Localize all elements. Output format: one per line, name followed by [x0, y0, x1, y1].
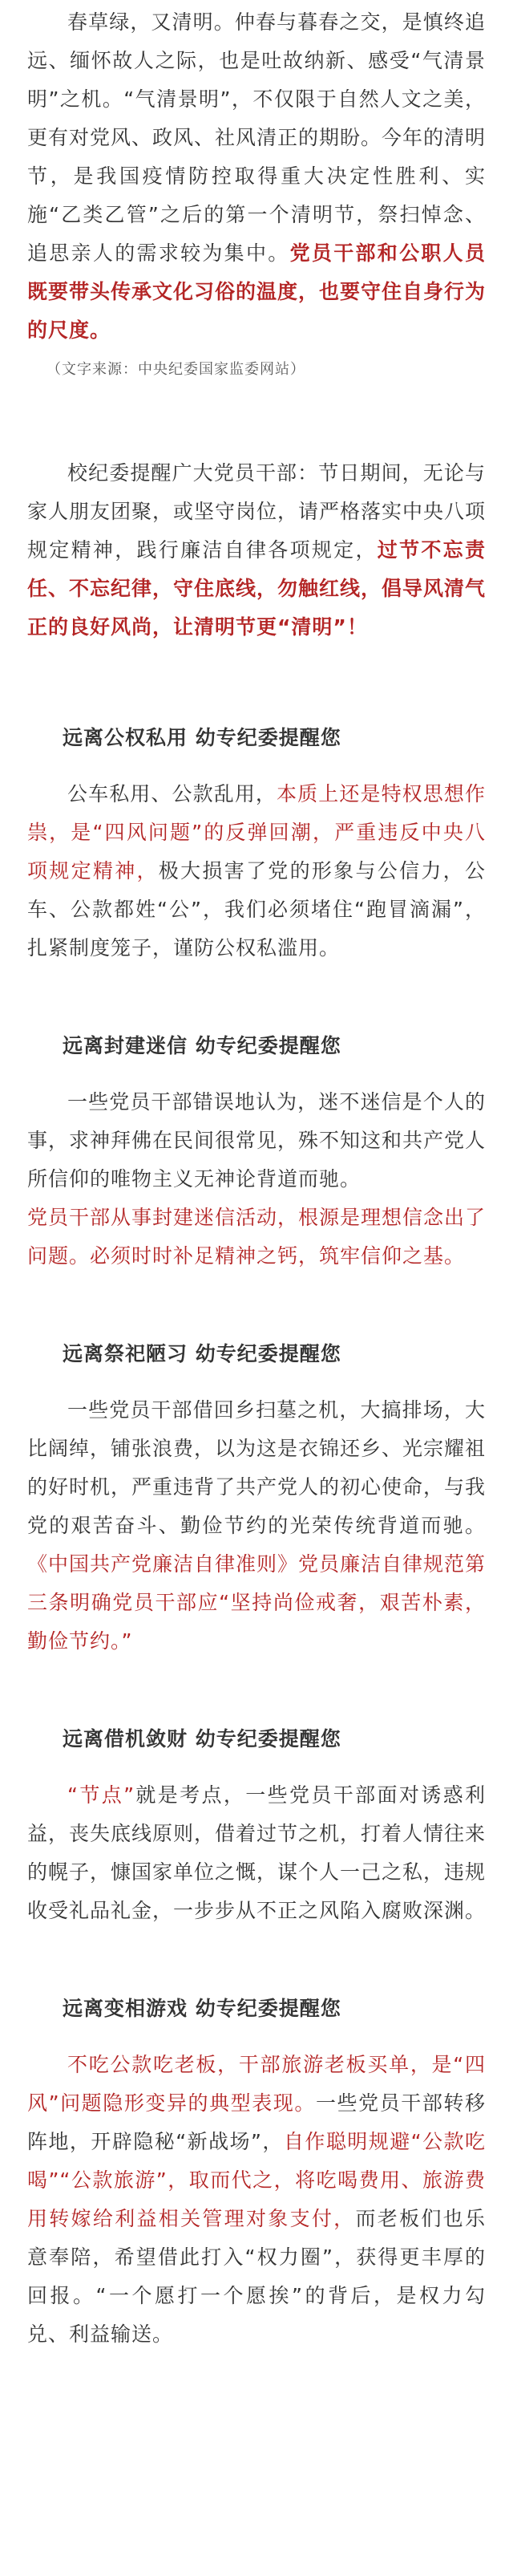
section-paragraph	[27, 1391, 486, 1661]
section-paragraph	[27, 2046, 486, 2354]
text-run: 一些党员干部错误地认为，迷不迷信是个人的事，求神拜佛在民间很常见，殊不知这和共产党人所信仰的唯物主义无神论背道而驰。	[27, 1090, 487, 1191]
section-heading: 远离封建迷信 幼专纪委提醒您	[63, 1034, 341, 1057]
intro-paragraph-2	[27, 454, 486, 647]
intro-p1-emphasis: 党员干部和公职人员既要带头传承文化习俗的温度，也要守住自身行为的尺度。	[27, 241, 487, 342]
text-run: 一些党员干部借回乡扫墓之机，大搞排场，大比阔绰，铺张浪费，以为这是衣锦还乡、光宗耀祖的好时机，严重违背了共产党人的初心使命，与我党的艰苦奋斗、勤俭节约的光荣传统背道而驰。	[27, 1398, 487, 1537]
section-heading: 远离公权私用 幼专纪委提醒您	[63, 726, 341, 749]
source-note: （文字来源：中央纪委国家监委网站）	[46, 361, 305, 378]
intro-p1-text: 春草绿，又清明。仲春与暮春之交，是慎终追远、缅怀故人之际，也是吐故纳新、感受“气清景明”之机。“气清景明”，不仅限于自然人文之美，更有对党风、政风、社风清正的期盼。今年的清明节，是我国疫情防控取得重大决定性胜利、实施“乙类乙管”之后的第一个清明节，祭扫悼念、追思亲人的需求较为集中。	[27, 10, 487, 265]
section-money-grabbing	[27, 1720, 486, 1930]
text-run-red: 党员干部从事封建迷信活动，根源是理想信念出了问题。必须时时补足精神之钙，筑牢信仰之基。	[27, 1206, 487, 1268]
section-paragraph	[27, 1083, 486, 1199]
text-run: 就是考点，一些党员干部面对诱惑利益，丧失底线原则，借着过节之机，打着人情往来的幌子，慷国家单位之慨，谋个人一己之私，违规收受礼品礼金，一步步从不正之风陷入腐败深渊。	[27, 1783, 487, 1922]
intro-paragraph-1	[27, 3, 486, 350]
section-heading: 远离变相游戏 幼专纪委提醒您	[63, 1997, 341, 2020]
section-heading: 远离借机敛财 幼专纪委提醒您	[63, 1727, 341, 1750]
text-run: 极大损害了党的形象与公信力，公车、公款都姓“公”，我们必须堵住“跑冒滴漏”，扎紧制度笼子，谨防公权私滥用。	[27, 859, 486, 959]
section-superstition	[27, 1027, 486, 1276]
text-run: 而老板们也乐意奉陪，希望借此打入“权力圈”，获得更丰厚的回报。“一个愿打一个愿挨”的背后，是权力勾兑、利益输送。	[27, 2207, 486, 2346]
text-run-red: 《中国共产党廉洁自律准则》党员廉洁自律规范第三条明确党员干部应“坚持尚俭戒奢，艰苦朴素，勤俭节约。”	[27, 1552, 487, 1653]
text-run-red: 本质上还是特权思想作祟，是“四风问题”的反弹回潮，严重违反中央八项规定精神，	[27, 782, 486, 882]
section-paragraph-red	[27, 1199, 486, 1276]
section-funeral-customs	[27, 1335, 486, 1661]
section-public-power	[27, 719, 486, 968]
intro-p2-text: 校纪委提醒广大党员干部：节日期间，无论与家人朋友团聚，或坚守岗位，请严格落实中央八项规定精神，践行廉洁自律各项规定，	[27, 461, 487, 562]
section-paragraph	[27, 775, 486, 968]
text-run-red: 不吃公款吃老板，干部旅游老板买单，是“四风”问题隐形变异的典型表现。	[27, 2053, 486, 2115]
text-run: 一些党员干部转移阵地，开辟隐秘“新战场”，	[27, 2091, 486, 2153]
section-disguised-games	[27, 1990, 486, 2354]
intro-p2-emphasis: 过节不忘责任、不忘纪律，守住底线，勿触红线，倡导风清气正的良好风尚，让清明节更“清明”！	[27, 538, 487, 639]
text-run-red: “节点”	[67, 1783, 135, 1807]
text-run: 公车私用、公款乱用，	[67, 782, 277, 805]
section-heading: 远离祭祀陋习 幼专纪委提醒您	[63, 1342, 341, 1365]
section-paragraph	[27, 1776, 486, 1930]
text-run-red: 自作聪明规避“公款吃喝”“公款旅游”，取而代之，将吃喝费用、旅游费用转嫁给利益相关管理对象支付，	[27, 2130, 487, 2230]
